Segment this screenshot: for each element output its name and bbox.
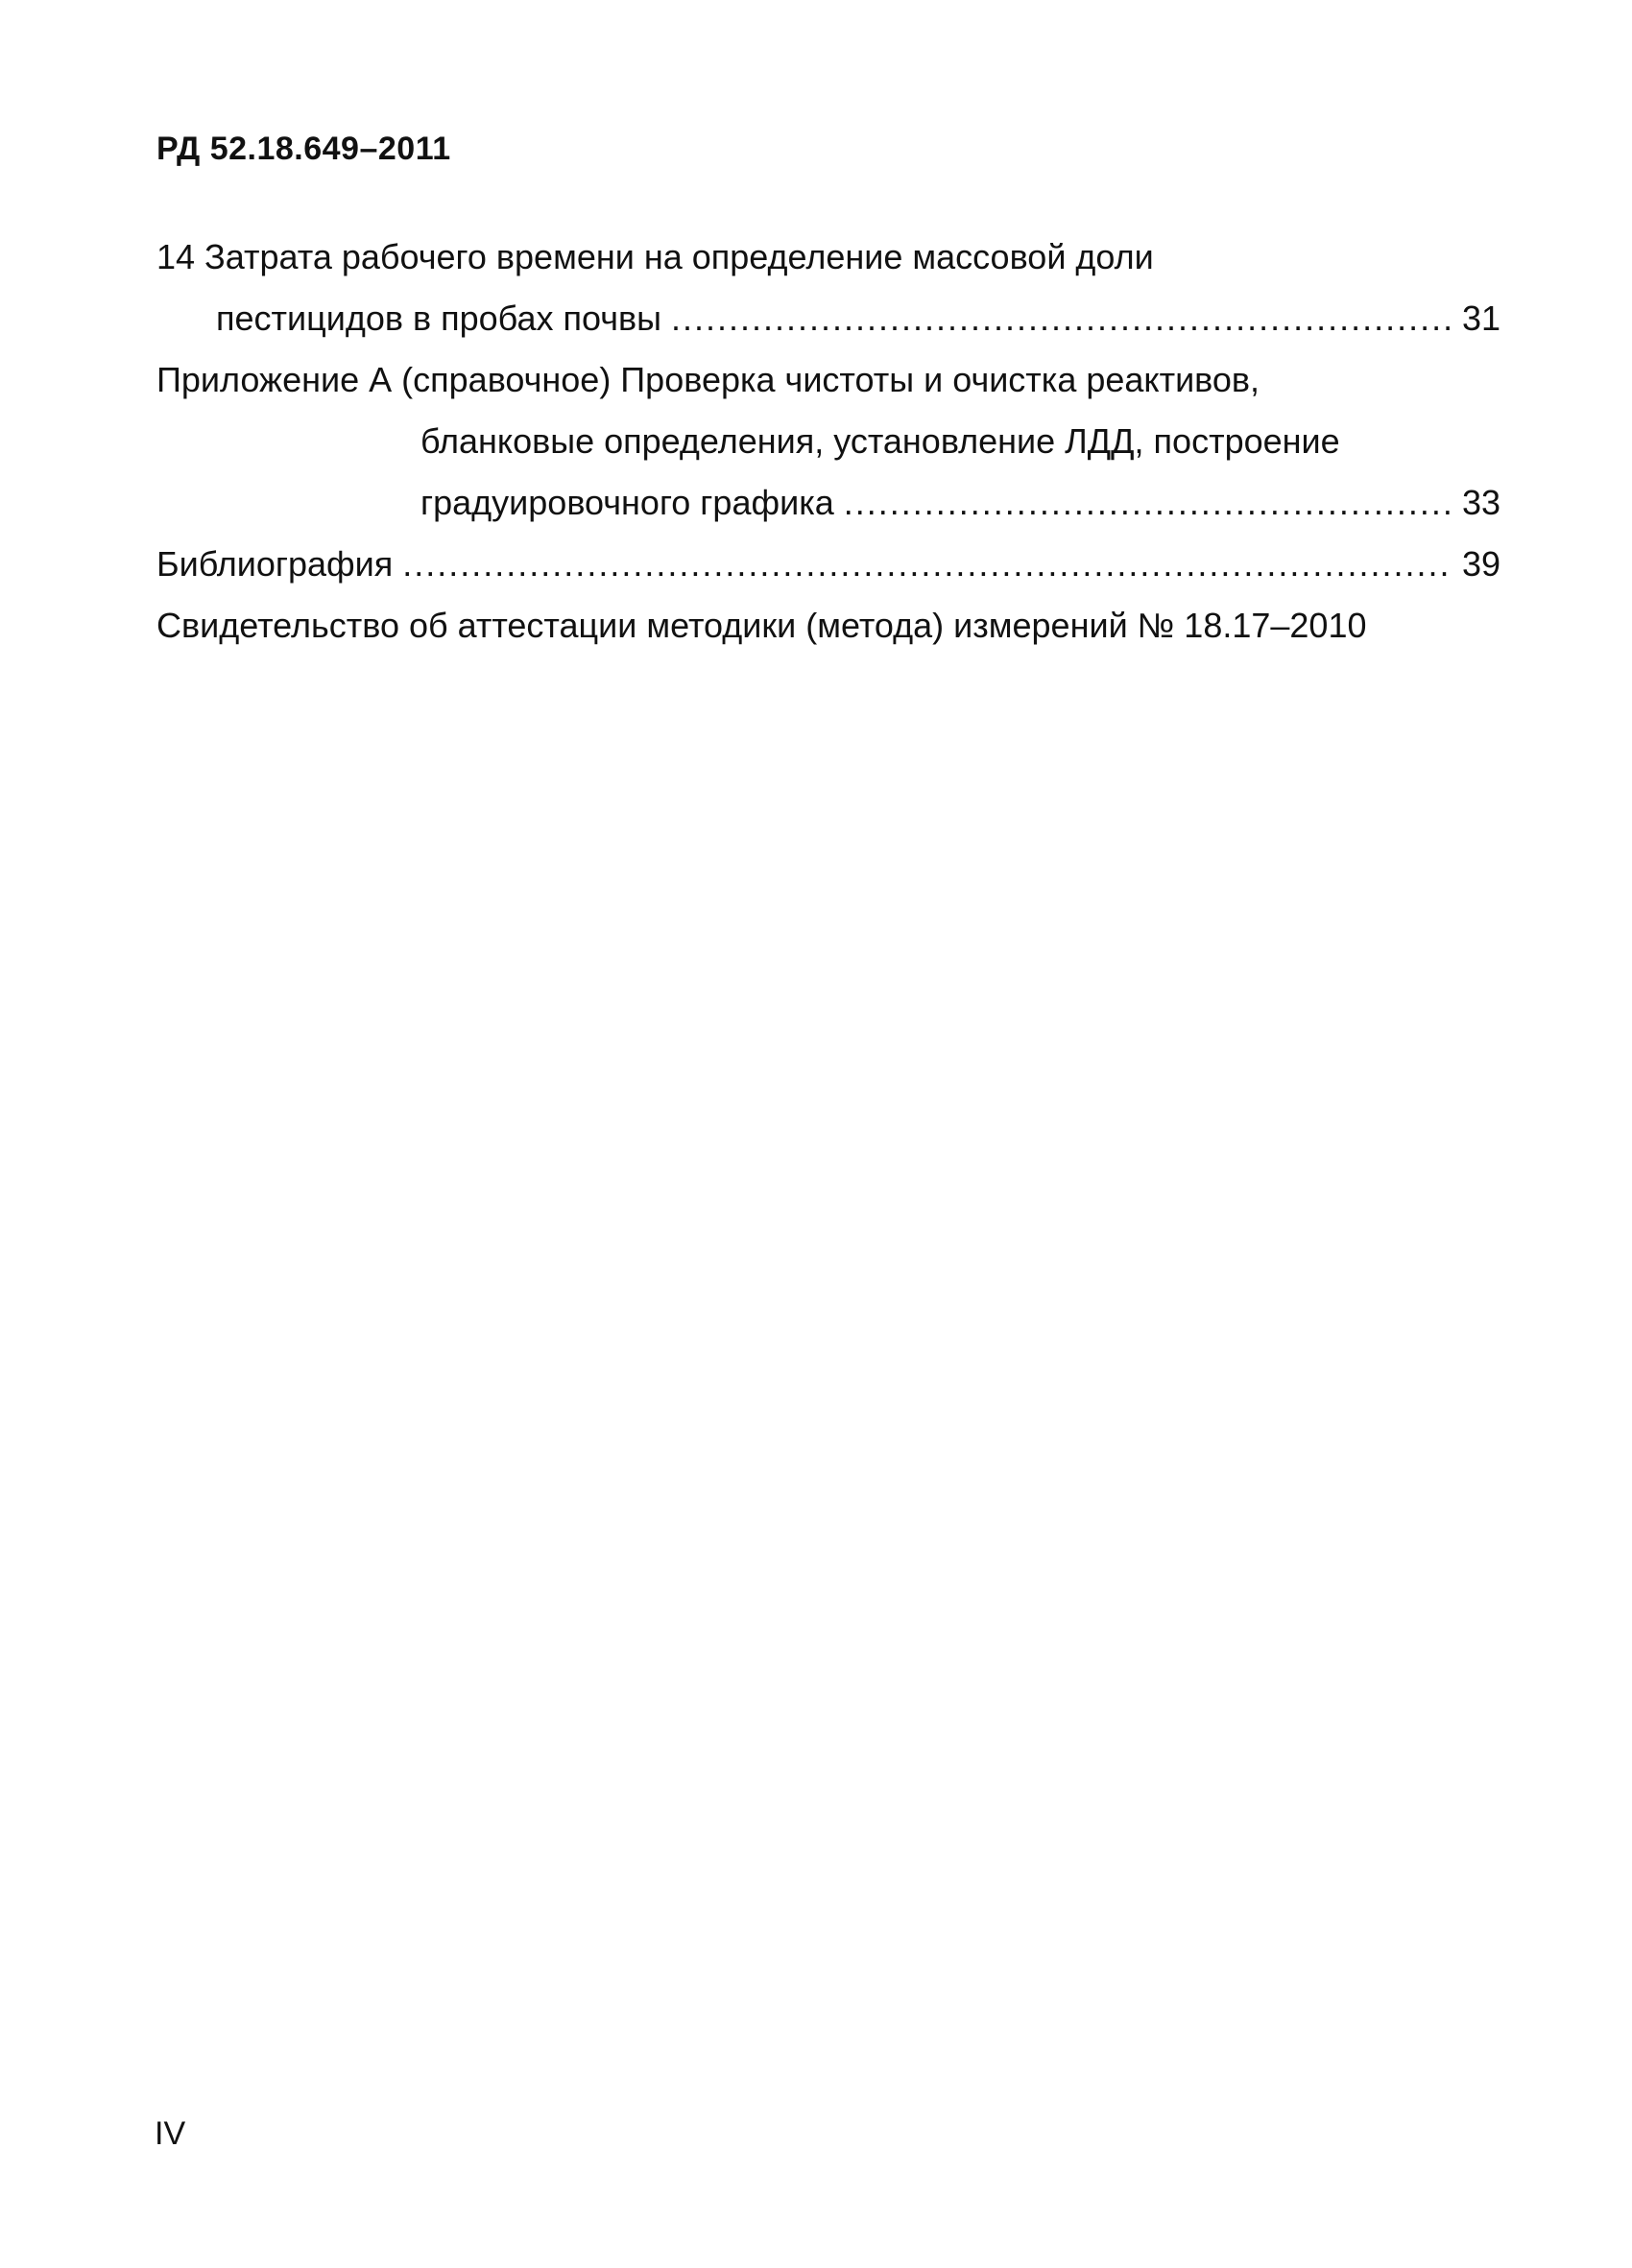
- document-code-header: РД 52.18.649–2011: [156, 131, 451, 167]
- toc-appendix-a-line-2: [156, 411, 1500, 472]
- toc-appendix-a-title: Приложение А (справочное) Проверка чистоты и очистка реактивов,: [156, 360, 1260, 399]
- toc-appendix-a-line-3[interactable]: [156, 472, 1500, 534]
- toc-item-14-line-2[interactable]: [156, 288, 1500, 349]
- toc-item-14-line-1: [156, 227, 1500, 288]
- toc-certificate[interactable]: [156, 595, 1500, 657]
- dot-leader: [844, 472, 1451, 534]
- toc-bibliography[interactable]: [156, 534, 1500, 595]
- toc-item-14-page: 31: [1461, 298, 1500, 338]
- dot-leader: [671, 288, 1451, 349]
- toc-item-14-title: 14 Затрата рабочего времени на определение массовой доли: [156, 237, 1154, 276]
- dot-leader: [402, 534, 1451, 595]
- toc-bibliography-title: Библиография: [156, 544, 394, 584]
- toc-bibliography-page: 39: [1461, 544, 1500, 584]
- toc-appendix-a-title-end: градуировочного графика: [420, 483, 834, 522]
- toc-item-14-title-cont: пестицидов в пробах почвы: [216, 298, 661, 338]
- page-number: IV: [155, 2115, 186, 2152]
- toc-appendix-a-title-cont: бланковые определения, установление ЛДД, построение: [420, 421, 1340, 461]
- toc-appendix-a-line-1: [156, 349, 1500, 411]
- toc-appendix-a-page: 33: [1461, 483, 1500, 522]
- toc-certificate-title: Свидетельство об аттестации методики (метода) измерений № 18.17–2010: [156, 606, 1367, 645]
- table-of-contents: [156, 227, 1500, 657]
